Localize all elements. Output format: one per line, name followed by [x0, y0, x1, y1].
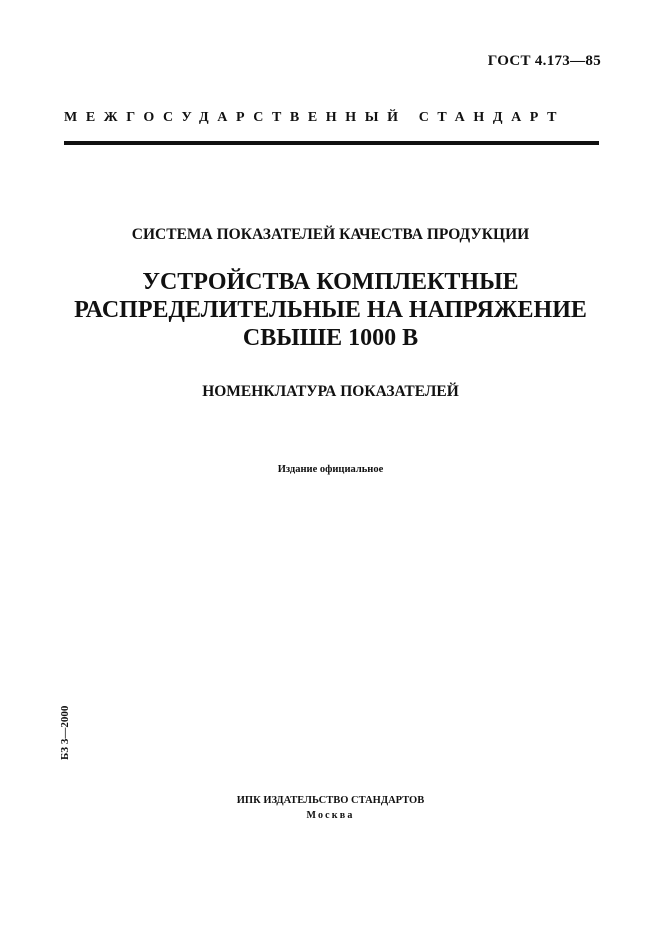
publisher: ИПК ИЗДАТЕЛЬСТВО СТАНДАРТОВ — [236, 795, 425, 806]
main-title-line: УСТРОЙСТВА КОМПЛЕКТНЫЕ — [142, 269, 519, 295]
edition-label: Издание официальное — [277, 464, 384, 475]
main-title-line: СВЫШЕ 1000 В — [242, 325, 419, 351]
header-rule — [64, 141, 599, 145]
series-title: СИСТЕМА ПОКАЗАТЕЛЕЙ КАЧЕСТВА ПРОДУКЦИИ — [131, 226, 530, 243]
subtitle: НОМЕНКЛАТУРА ПОКАЗАТЕЛЕЙ — [202, 383, 459, 400]
main-title-line: РАСПРЕДЕЛИТЕЛЬНЫЕ НА НАПРЯЖЕНИЕ — [74, 297, 587, 323]
side-mark: БЗ 3—2000 — [59, 705, 71, 760]
publisher-city: Москва — [306, 810, 355, 821]
document-number: ГОСТ 4.173—85 — [487, 53, 601, 69]
standard-type-header: МЕЖГОСУДАРСТВЕННЫЙ СТАНДАРТ — [64, 110, 566, 125]
main-title — [0, 268, 661, 352]
